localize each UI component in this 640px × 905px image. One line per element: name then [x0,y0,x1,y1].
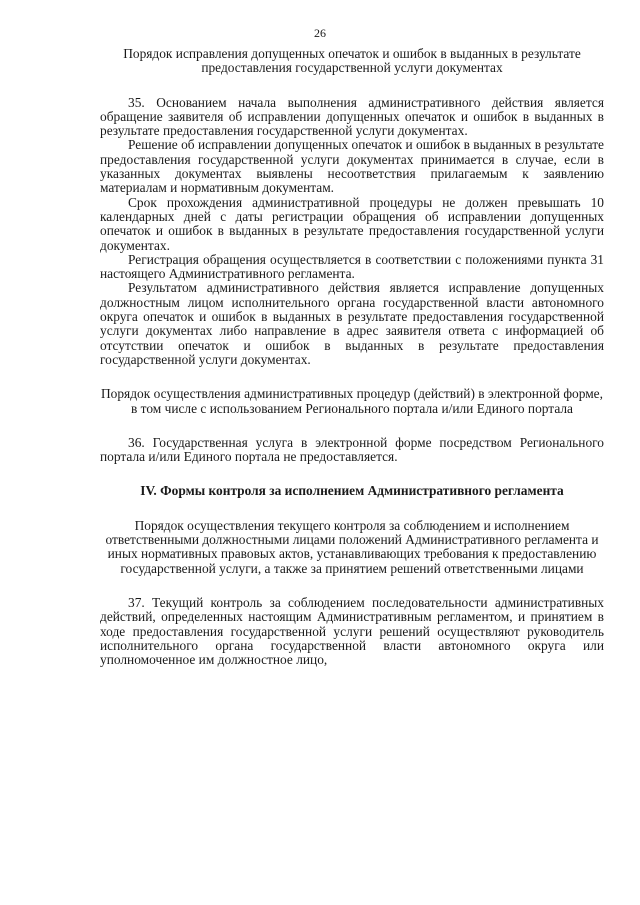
heading-electronic-form: Порядок осуществления административных процедур (действий) в электронной форме, в том числе с использованием Регионального портала и/или Единого портала [101,386,603,416]
paragraph-36: 36. Государственная услуга в электронной форме посредством Регионального портала и/или Единого портала не предоставляется. [100,434,604,465]
paragraph-35-decision: Решение об исправлении допущенных опечаток и ошибок в выданных в результате предоставления государственной услуги документах принимается в случае, если в указанных документах выявлены несоответствия прилагаемым к заявлению материалам и нормативным документам. [100,137,604,196]
heading-current-control: Порядок осуществления текущего контроля за соблюдением и исполнением ответственными должностными лицами положений Административного регламента и иных нормативных правовых актов, устанавливающих требования к предоставлению государственной услуги, а также за принятием решений ответственными лицами [105,517,599,576]
section-4-title: IV. Формы контроля за исполнением Административного регламента [140,483,564,499]
heading-error-correction: Порядок исправления допущенных опечаток и ошибок в выданных в результате предоставления государственной услуги документах [123,46,581,76]
paragraph-35-registration: Регистрация обращения осуществляется в соответствии с положениями пункта 31 настоящего Административного регламента. [100,251,604,282]
paragraph-35-result: Результатом административного действия является исправление допущенных должностным лицом исполнительного органа государственной власти автономного округа опечаток и ошибок в выданных в результате предоставления государственной услуги документах либо направление в адрес заявителя ответа с информацией об отсутствии опечаток и ошибок в выданных в результате предоставления государственной услуги документах. [100,280,604,367]
page-content [100,47,604,667]
paragraph-35-term: Срок прохождения административной процедуры не должен превышать 10 календарных дней с даты регистрации обращения об исправлении допущенных опечаток и ошибок в выданных в результате предоставления государственной услуги документах. [100,194,604,253]
page-number: 26 [314,26,326,40]
paragraph-37: 37. Текущий контроль за соблюдением последовательности административных действий, определенных настоящим Административным регламентом, и принятием в ходе предоставления государственной услуги решений осуществляют руководитель исполнительного органа государственной власти автономного округа или уполномоченное им должностное лицо, [100,594,604,668]
paragraph-35-basis: 35. Основанием начала выполнения административного действия является обращение заявителя об исправлении допущенных опечаток и ошибок в выданных в результате предоставления государственной услуги документах. [100,94,604,139]
